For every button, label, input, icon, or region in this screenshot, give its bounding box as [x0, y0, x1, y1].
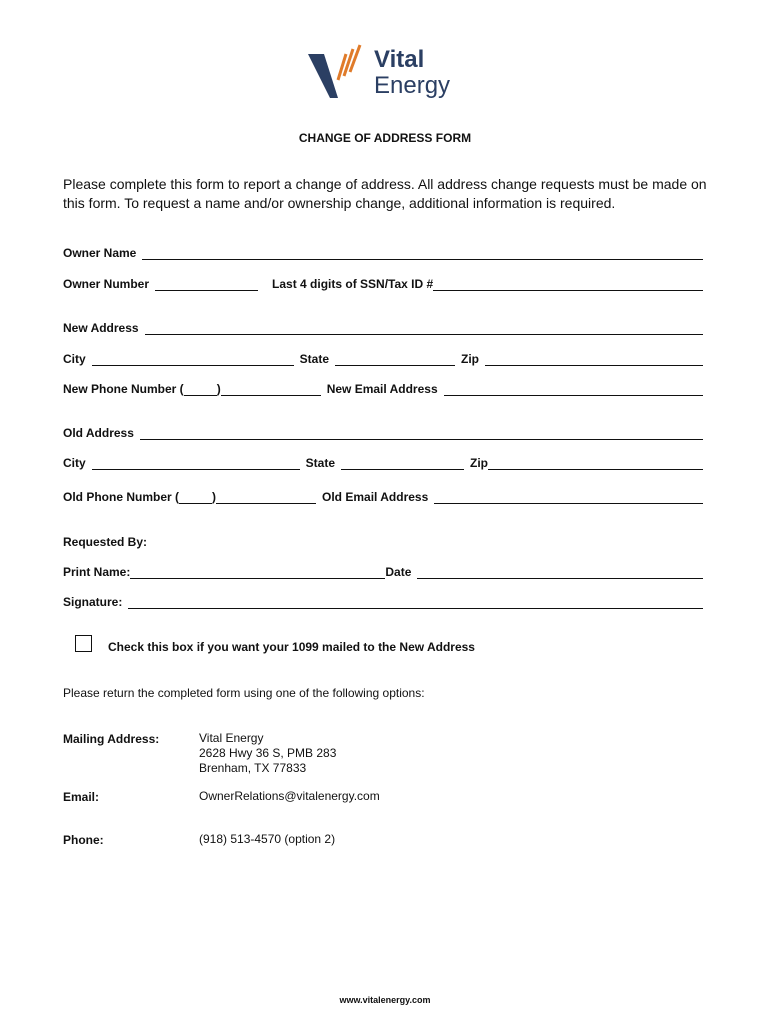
old-phone-paren: ): [212, 490, 217, 504]
old-zip-field[interactable]: [488, 457, 703, 470]
new-address-row: [63, 319, 703, 335]
logo-mark-icon: [308, 42, 372, 100]
date-field[interactable]: [417, 566, 703, 579]
old-state-label: State: [305, 456, 336, 470]
signature-field[interactable]: [128, 596, 703, 609]
new-phone-label: New Phone Number (: [63, 382, 184, 396]
phone-label: Phone:: [63, 833, 104, 847]
vital-energy-logo: [308, 42, 478, 102]
print-name-field[interactable]: [130, 566, 385, 579]
mail-1099-label: Check this box if you want your 1099 mailed to the New Address: [108, 640, 475, 654]
owner-name-row: [63, 244, 703, 260]
new-zip-label: Zip: [461, 352, 480, 366]
date-label: Date: [385, 565, 412, 579]
logo-text-energy: Energy: [374, 72, 451, 99]
mailing-address-line2: 2628 Hwy 36 S, PMB 283: [199, 746, 337, 760]
mailing-address-label: Mailing Address:: [63, 732, 160, 746]
email-label: Email:: [63, 790, 100, 804]
owner-number-field[interactable]: [155, 278, 258, 291]
print-name-label: Print Name:: [63, 565, 131, 579]
old-email-label: Old Email Address: [322, 490, 429, 504]
new-email-field[interactable]: [444, 383, 703, 396]
old-address-field[interactable]: [140, 427, 703, 440]
new-city-field[interactable]: [92, 353, 294, 366]
old-phone-field[interactable]: [216, 491, 316, 504]
owner-number-label: Owner Number: [63, 277, 150, 291]
new-email-label: New Email Address: [326, 382, 438, 396]
new-state-field[interactable]: [335, 353, 455, 366]
new-city-row: [63, 350, 703, 366]
logo-text-vital: Vital: [374, 46, 425, 73]
old-state-field[interactable]: [341, 457, 464, 470]
mailing-address-line1: Vital Energy: [199, 731, 264, 745]
old-phone-label: Old Phone Number (: [63, 490, 180, 504]
old-address-row: [63, 424, 703, 440]
new-city-label: City: [63, 352, 86, 366]
footer-website[interactable]: www.vitalenergy.com: [339, 995, 431, 1005]
owner-number-row: [63, 275, 703, 291]
new-phone-field[interactable]: [221, 383, 321, 396]
old-city-label: City: [63, 456, 86, 470]
form-title: CHANGE OF ADDRESS FORM: [298, 131, 472, 145]
print-name-row: [63, 563, 703, 579]
mailing-address-line3: Brenham, TX 77833: [199, 761, 307, 775]
signature-label: Signature:: [63, 595, 123, 609]
new-phone-row: [63, 380, 703, 396]
old-city-field[interactable]: [92, 457, 300, 470]
return-instructions: Please return the completed form using one of the following options:: [63, 686, 425, 700]
signature-row: [63, 593, 703, 609]
old-address-label: Old Address: [63, 426, 134, 440]
old-zip-label: Zip: [470, 456, 489, 470]
new-address-field[interactable]: [145, 322, 703, 335]
ssn-field[interactable]: [433, 278, 703, 291]
new-state-label: State: [299, 352, 330, 366]
mail-1099-checkbox[interactable]: [75, 635, 92, 652]
ssn-label: Last 4 digits of SSN/Tax ID #: [272, 277, 434, 291]
intro-paragraph: Please complete this form to report a change of address. All address change requests must be made on this form. To request a name and/or ownership change, additional information is required.: [63, 176, 707, 211]
old-city-row: [63, 454, 703, 470]
new-phone-paren: ): [216, 382, 221, 396]
new-phone-area-field[interactable]: [184, 383, 217, 396]
old-phone-row: [63, 488, 703, 504]
old-phone-area-field[interactable]: [179, 491, 212, 504]
owner-name-field[interactable]: [142, 247, 703, 260]
old-email-field[interactable]: [434, 491, 703, 504]
requested-by-heading: Requested By:: [63, 535, 148, 549]
email-value[interactable]: OwnerRelations@vitalenergy.com: [199, 789, 380, 803]
phone-value: (918) 513-4570 (option 2): [199, 832, 336, 846]
owner-name-label: Owner Name: [63, 246, 137, 260]
new-zip-field[interactable]: [485, 353, 703, 366]
new-address-label: New Address: [63, 321, 139, 335]
mailing-address-value: [199, 731, 336, 776]
